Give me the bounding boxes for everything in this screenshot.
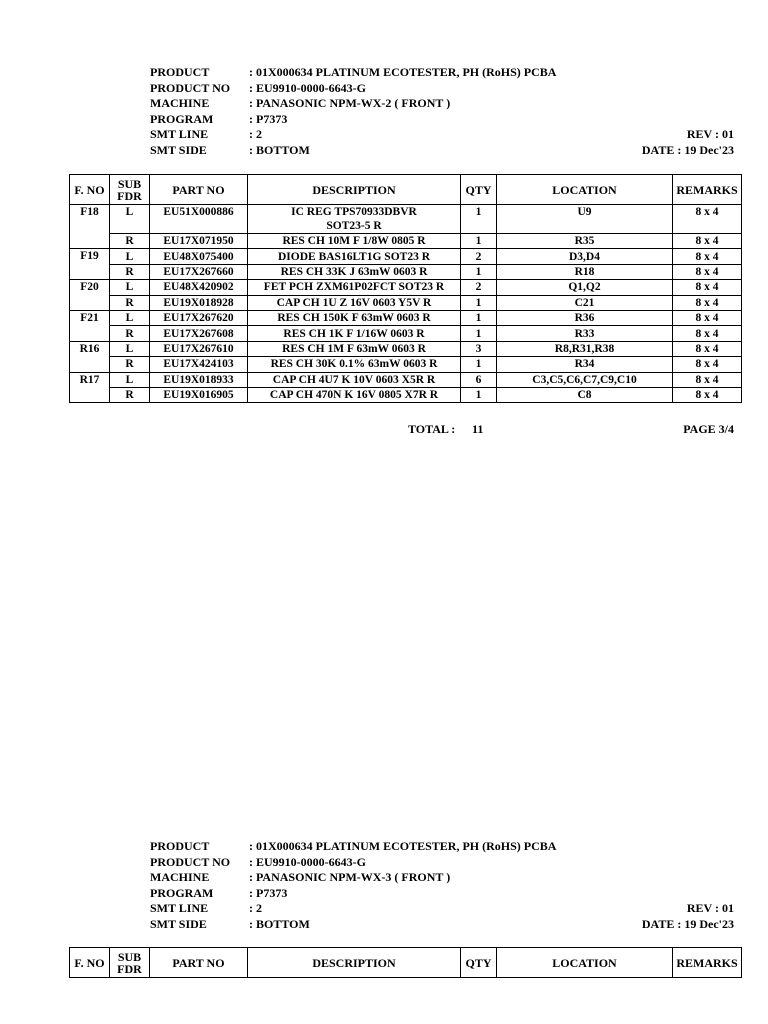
col-remarks: REMARKS [673, 948, 742, 978]
cell-part-no: EU17X424103 [150, 357, 248, 372]
cell-qty: 1 [461, 264, 497, 279]
cell-part-no: EU17X267608 [150, 326, 248, 341]
cell-qty: 1 [461, 234, 497, 249]
cell-part-no: EU19X018933 [150, 372, 248, 387]
cell-sub: R [110, 295, 150, 310]
cell-remarks: 8 x 4 [673, 264, 742, 279]
smt-line-value: : 2 [249, 127, 262, 142]
cell-description: CAP CH 1U Z 16V 0603 Y5V R [248, 295, 461, 310]
cell-sub: L [110, 372, 150, 387]
cell-location: C8 [497, 387, 673, 402]
product-value: : 01X000634 PLATINUM ECOTESTER, PH (RoHS) PCBA [249, 839, 557, 853]
col-sub-fdr [110, 175, 150, 205]
product-label: PRODUCT [150, 65, 210, 79]
cell-remarks: 8 x 4 [673, 249, 742, 264]
col-fdr-label: FDR [117, 961, 142, 976]
cell-sub: R [110, 387, 150, 402]
program-value: : P7373 [249, 111, 288, 126]
cell-remarks: 8 x 4 [673, 387, 742, 402]
cell-qty: 2 [461, 280, 497, 295]
cell-remarks: 8 x 4 [673, 341, 742, 356]
cell-location: R18 [497, 264, 673, 279]
cell-location: U9 [497, 205, 673, 234]
smt-side-label: SMT SIDE [150, 917, 207, 931]
table-header-row [70, 175, 742, 205]
cell-location: Q1,Q2 [497, 280, 673, 295]
cell-sub: R [110, 234, 150, 249]
description-line-1: IC REG TPS70933DBVR [291, 206, 417, 218]
cell-description: RES CH 150K F 63mW 0603 R [248, 310, 461, 325]
col-sub-fdr [110, 948, 150, 978]
cell-location: C3,C5,C6,C7,C9,C10 [497, 372, 673, 387]
program-label: PROGRAM [150, 885, 214, 900]
col-part-no: PART NO [150, 948, 248, 978]
cell-qty: 1 [461, 357, 497, 372]
program-value: : P7373 [249, 885, 288, 900]
product-no-value: : EU9910-0000-6643-G [249, 80, 366, 95]
bom-table [69, 947, 742, 978]
cell-qty: 1 [461, 295, 497, 310]
machine-value: : PANASONIC NPM-WX-3 ( FRONT ) [249, 870, 451, 885]
cell-location: R33 [497, 326, 673, 341]
machine-label: MACHINE [150, 96, 210, 111]
cell-remarks: 8 x 4 [673, 326, 742, 341]
cell-description: RES CH 30K 0.1% 63mW 0603 R [248, 357, 461, 372]
rev-text: REV : 01 [686, 901, 734, 916]
machine-value: : PANASONIC NPM-WX-2 ( FRONT ) [249, 96, 451, 111]
cell-qty: 3 [461, 341, 497, 356]
col-description: DESCRIPTION [248, 175, 461, 205]
cell-location: R36 [497, 310, 673, 325]
cell-sub: L [110, 205, 150, 234]
product-no-label: PRODUCT NO [150, 80, 231, 95]
cell-qty: 1 [461, 310, 497, 325]
cell-f-no: F18 [70, 205, 110, 249]
smt-line-value: : 2 [249, 901, 262, 916]
table-row [70, 264, 742, 279]
cell-location: R8,R31,R38 [497, 341, 673, 356]
cell-location: R35 [497, 234, 673, 249]
cell-remarks: 8 x 4 [673, 234, 742, 249]
cell-part-no: EU48X075400 [150, 249, 248, 264]
bom-table [69, 174, 742, 403]
cell-qty: 2 [461, 249, 497, 264]
table-row [70, 326, 742, 341]
col-location: LOCATION [497, 948, 673, 978]
product-value: : 01X000634 PLATINUM ECOTESTER, PH (RoHS) PCBA [249, 65, 557, 79]
cell-description: CAP CH 4U7 K 10V 0603 X5R R [248, 372, 461, 387]
col-qty: QTY [461, 948, 497, 978]
cell-location: D3,D4 [497, 249, 673, 264]
col-qty: QTY [461, 175, 497, 205]
table-row [70, 387, 742, 402]
cell-remarks: 8 x 4 [673, 372, 742, 387]
table-header-row [70, 948, 742, 978]
cell-description: RES CH 1K F 1/16W 0603 R [248, 326, 461, 341]
cell-part-no: EU48X420902 [150, 280, 248, 295]
description-line-2: SOT23-5 R [326, 220, 382, 232]
total-value: 11 [472, 422, 484, 436]
table-row [70, 205, 742, 234]
cell-part-no: EU51X000886 [150, 205, 248, 234]
table-row [70, 234, 742, 249]
col-f-no: F. NO [70, 175, 110, 205]
cell-part-no: EU19X018928 [150, 295, 248, 310]
table-row [70, 295, 742, 310]
cell-f-no: F20 [70, 280, 110, 311]
col-sub-label: SUB [117, 176, 142, 191]
cell-remarks: 8 x 4 [673, 280, 742, 295]
cell-sub: R [110, 357, 150, 372]
col-description: DESCRIPTION [248, 948, 461, 978]
cell-sub: R [110, 326, 150, 341]
smt-side-label: SMT SIDE [150, 143, 207, 157]
col-fdr-label: FDR [117, 188, 142, 203]
table-row [70, 280, 742, 295]
cell-description: CAP CH 470N K 16V 0805 X7R R [248, 387, 461, 402]
cell-part-no: EU17X267620 [150, 310, 248, 325]
cell-f-no: R16 [70, 341, 110, 372]
cell-description: RES CH 33K J 63mW 0603 R [248, 264, 461, 279]
cell-f-no: R17 [70, 372, 110, 403]
cell-part-no: EU17X267660 [150, 264, 248, 279]
cell-part-no: EU19X016905 [150, 387, 248, 402]
cell-location: R34 [497, 357, 673, 372]
program-label: PROGRAM [150, 111, 214, 126]
machine-label: MACHINE [150, 870, 210, 885]
smt-side-value: : BOTTOM [249, 917, 310, 931]
cell-sub: L [110, 341, 150, 356]
table-row [70, 357, 742, 372]
cell-remarks: 8 x 4 [673, 295, 742, 310]
cell-f-no: F21 [70, 310, 110, 341]
col-remarks: REMARKS [673, 175, 742, 205]
smt-line-label: SMT LINE [150, 901, 209, 916]
cell-description [248, 205, 461, 234]
table-row [70, 310, 742, 325]
cell-remarks: 8 x 4 [673, 310, 742, 325]
col-f-no: F. NO [70, 948, 110, 978]
cell-sub: L [110, 310, 150, 325]
total-label: TOTAL : [408, 422, 456, 436]
cell-description: FET PCH ZXM61P02FCT SOT23 R [248, 280, 461, 295]
table-row [70, 341, 742, 356]
cell-sub: L [110, 280, 150, 295]
cell-qty: 6 [461, 372, 497, 387]
smt-side-value: : BOTTOM [249, 143, 310, 157]
product-label: PRODUCT [150, 839, 210, 853]
col-sub-label: SUB [117, 949, 142, 964]
table-row [70, 372, 742, 387]
rev-text: REV : 01 [686, 127, 734, 142]
product-no-value: : EU9910-0000-6643-G [249, 854, 366, 869]
product-no-label: PRODUCT NO [150, 854, 231, 869]
cell-location: C21 [497, 295, 673, 310]
cell-part-no: EU17X071950 [150, 234, 248, 249]
cell-qty: 1 [461, 387, 497, 402]
cell-remarks: 8 x 4 [673, 357, 742, 372]
col-part-no: PART NO [150, 175, 248, 205]
page-number: PAGE 3/4 [683, 422, 734, 436]
cell-qty: 1 [461, 205, 497, 234]
cell-sub: L [110, 249, 150, 264]
cell-part-no: EU17X267610 [150, 341, 248, 356]
col-location: LOCATION [497, 175, 673, 205]
cell-qty: 1 [461, 326, 497, 341]
cell-description: RES CH 1M F 63mW 0603 R [248, 341, 461, 356]
date-text: DATE : 19 Dec'23 [641, 143, 734, 157]
cell-sub: R [110, 264, 150, 279]
cell-f-no: F19 [70, 249, 110, 280]
smt-line-label: SMT LINE [150, 127, 209, 142]
cell-description: DIODE BAS16LT1G SOT23 R [248, 249, 461, 264]
date-text: DATE : 19 Dec'23 [641, 917, 734, 931]
cell-description: RES CH 10M F 1/8W 0805 R [248, 234, 461, 249]
table-row [70, 249, 742, 264]
cell-remarks: 8 x 4 [673, 205, 742, 234]
